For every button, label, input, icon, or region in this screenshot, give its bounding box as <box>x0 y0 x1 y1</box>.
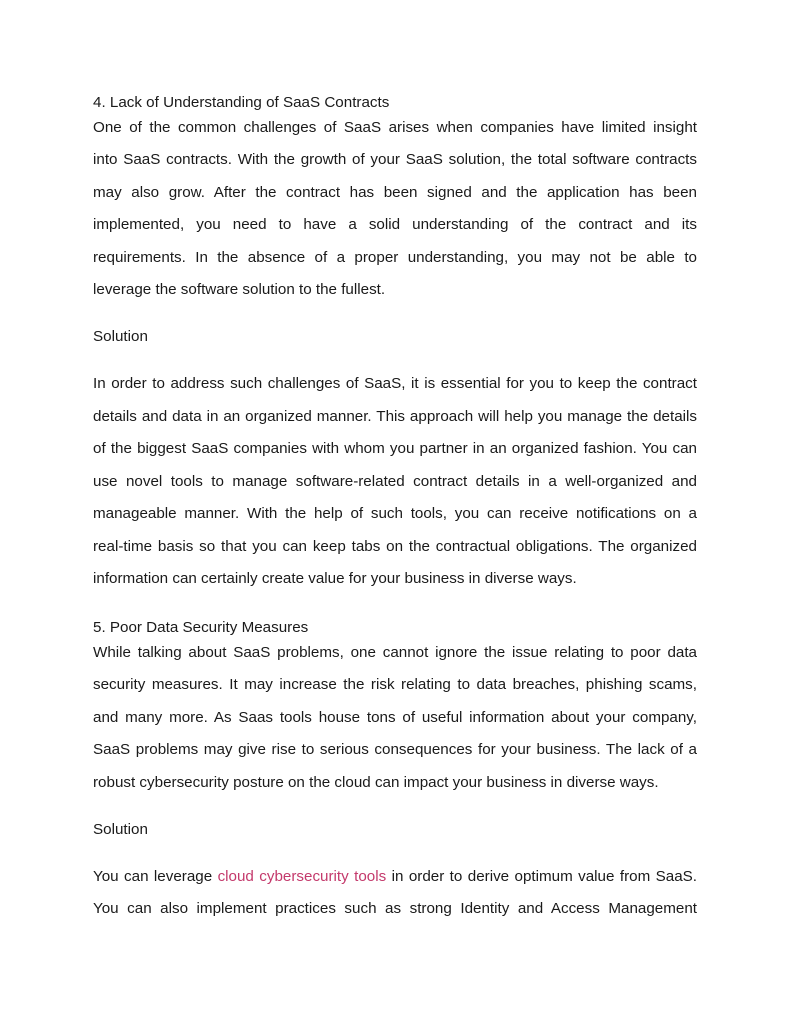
paragraph-line: robust cybersecurity posture on the cloud can impact your business in diverse ways. <box>93 774 659 791</box>
paragraph-line: One of the common challenges of SaaS arises when companies have limited insight <box>93 119 697 136</box>
cloud-cybersecurity-tools-link[interactable]: cloud cybersecurity tools <box>217 868 387 885</box>
section-4-heading: 4. Lack of Understanding of SaaS Contracts <box>93 94 390 111</box>
text-span: You can leverage <box>93 868 218 885</box>
paragraph-line: details and data in an organized manner. This approach will help you manage the details <box>93 408 697 425</box>
text-span: in order to derive optimum value from SaaS. <box>386 868 697 885</box>
paragraph-line: real-time basis so that you can keep tabs on the contractual obligations. The organized <box>93 538 697 555</box>
paragraph-line: and many more. As Saas tools house tons of useful information about your company, <box>93 709 697 726</box>
paragraph-line: information can certainly create value for your business in diverse ways. <box>93 570 577 587</box>
paragraph-line: may also grow. After the contract has been signed and the application has been <box>93 184 697 201</box>
solution-label: Solution <box>93 328 148 345</box>
paragraph-line: leverage the software solution to the fullest. <box>93 281 386 298</box>
paragraph-line: implemented, you need to have a solid understanding of the contract and its <box>93 216 697 233</box>
paragraph-line <box>93 868 697 886</box>
paragraph-line: While talking about SaaS problems, one cannot ignore the issue relating to poor data <box>93 644 697 661</box>
section-5-heading: 5. Poor Data Security Measures <box>93 619 309 636</box>
paragraph-line: You can also implement practices such as strong Identity and Access Management <box>93 900 697 917</box>
paragraph-line: requirements. In the absence of a proper understanding, you may not be able to <box>93 249 697 266</box>
paragraph-line: into SaaS contracts. With the growth of your SaaS solution, the total software contracts <box>93 151 697 168</box>
paragraph-line: In order to address such challenges of SaaS, it is essential for you to keep the contract <box>93 375 697 392</box>
paragraph-line: of the biggest SaaS companies with whom you partner in an organized fashion. You can <box>93 440 697 457</box>
paragraph-line: use novel tools to manage software-related contract details in a well-organized and <box>93 473 697 490</box>
paragraph-line: security measures. It may increase the risk relating to data breaches, phishing scams, <box>93 676 697 693</box>
solution-label: Solution <box>93 821 148 838</box>
paragraph-line: manageable manner. With the help of such tools, you can receive notifications on a <box>93 505 697 522</box>
paragraph-line: SaaS problems may give rise to serious consequences for your business. The lack of a <box>93 741 697 758</box>
